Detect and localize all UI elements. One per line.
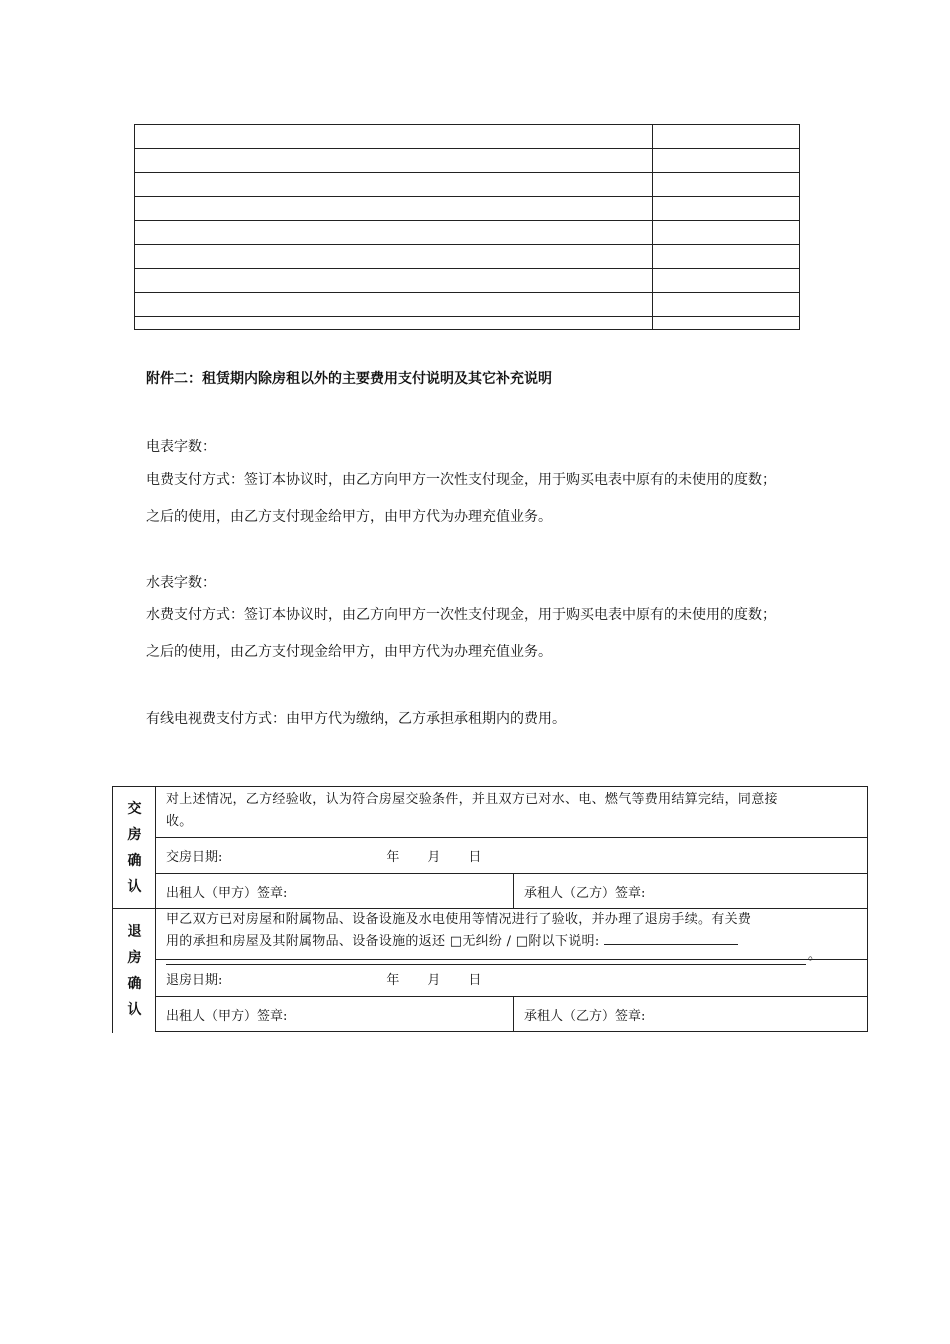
return-statement-line-2: 用的承担和房屋及其附属物品、设备设施的返还 □无纠纷 / □附以下说明:	[166, 934, 600, 949]
handover-date-month: 月	[427, 850, 441, 865]
table-cell	[135, 197, 653, 221]
electric-meter-label: 电表字数：	[146, 439, 216, 455]
table-row	[135, 173, 800, 197]
table-cell	[653, 149, 800, 173]
table-cell	[135, 125, 653, 149]
blank-items-table	[134, 124, 800, 330]
handover-date-day: 日	[468, 850, 482, 865]
table-cell	[135, 245, 653, 269]
side-char: 房	[127, 950, 142, 966]
handover-date-label: 交房日期:	[166, 850, 223, 865]
side-char: 交	[127, 801, 142, 817]
table-cell	[653, 125, 800, 149]
table-row	[135, 125, 800, 149]
confirmation-table	[112, 786, 868, 1032]
table-row	[135, 317, 800, 330]
return-date-label: 退房日期:	[166, 972, 223, 988]
table-row	[135, 149, 800, 173]
handover-statement-line-1: 对上述情况，乙方经验收，认为符合房屋交验条件，并且双方已对水、电、燃气等费用结算完结，同意接	[166, 792, 778, 807]
table-cell	[653, 221, 800, 245]
return-lessor-sign-cell	[155, 996, 514, 1032]
electric-payment-line-1: 电费支付方式：签订本协议时，由乙方向甲方一次性支付现金，用于购买电表中原有的未使用的度数；	[146, 472, 776, 488]
water-meter-label: 水表字数：	[146, 575, 216, 591]
handover-lessor-sign: 出租人（甲方）签章:	[166, 885, 288, 901]
table-cell	[653, 197, 800, 221]
table-cell	[653, 317, 800, 330]
electric-payment-line-2: 之后的使用，由乙方支付现金给甲方，由甲方代为办理充值业务。	[146, 509, 552, 525]
side-char: 认	[127, 1002, 142, 1018]
side-char: 认	[127, 879, 142, 895]
side-char: 房	[127, 827, 142, 843]
cable-tv-payment: 有线电视费支付方式：由甲方代为缴纳，乙方承担承租期内的费用。	[146, 711, 566, 727]
side-char: 确	[127, 853, 142, 869]
table-cell	[135, 317, 653, 330]
handover-date-cell	[155, 837, 868, 874]
water-payment-line-1: 水费支付方式：签订本协议时，由乙方向甲方一次性支付现金，用于购买电表中原有的未使用的度数；	[146, 607, 776, 623]
return-lessor-sign: 出租人（甲方）签章:	[166, 1008, 288, 1024]
handover-statement-cell	[155, 786, 868, 838]
return-side-label	[112, 908, 156, 1033]
table-row	[135, 197, 800, 221]
handover-date-year: 年	[386, 850, 400, 865]
handover-lessor-sign-cell	[155, 873, 514, 909]
table-cell	[135, 269, 653, 293]
table-cell	[653, 245, 800, 269]
table-row	[135, 293, 800, 317]
return-statement-line-1: 甲乙双方已对房屋和附属物品、设备设施及水电使用等情况进行了验收，并办理了退房手续。有关费	[166, 912, 752, 927]
handover-lessee-sign-cell	[513, 873, 868, 909]
return-date-day: 日	[468, 972, 482, 988]
table-cell	[135, 293, 653, 317]
handover-side-label	[112, 786, 156, 909]
table-row	[135, 221, 800, 245]
table-cell	[135, 149, 653, 173]
handover-lessee-sign: 承租人（乙方）签章:	[524, 885, 646, 901]
side-char: 确	[127, 976, 142, 992]
table-cell	[653, 293, 800, 317]
return-date-month: 月	[427, 972, 441, 988]
return-statement-end: 。	[808, 948, 822, 963]
table-cell	[653, 173, 800, 197]
side-char: 退	[127, 924, 142, 940]
return-date-cell	[155, 959, 868, 997]
table-cell	[135, 221, 653, 245]
water-payment-line-2: 之后的使用，由乙方支付现金给甲方，由甲方代为办理充值业务。	[146, 644, 552, 660]
handover-statement-line-2: 收。	[166, 814, 193, 829]
return-date-year: 年	[386, 972, 400, 988]
return-statement-cell	[155, 908, 868, 963]
table-row	[135, 245, 800, 269]
return-lessee-sign-cell	[513, 996, 868, 1032]
table-cell	[135, 173, 653, 197]
annex-heading: 附件二：租赁期内除房租以外的主要费用支付说明及其它补充说明	[146, 371, 552, 387]
table-row	[135, 269, 800, 293]
return-note-blank[interactable]	[604, 930, 738, 945]
table-cell	[653, 269, 800, 293]
return-lessee-sign: 承租人（乙方）签章:	[524, 1008, 646, 1024]
